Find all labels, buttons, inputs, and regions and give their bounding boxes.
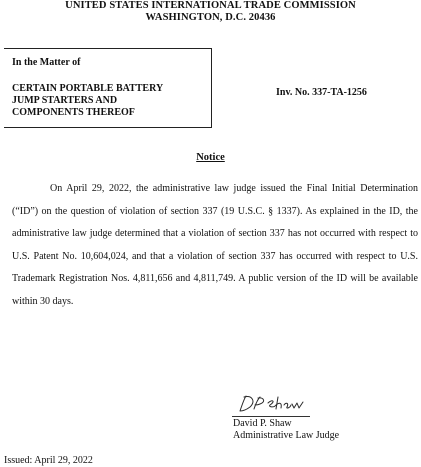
notice-paragraph: On April 29, 2022, the administrative law judge issued the Final Initial Determination (“ID”) on the question of violation of section 337 (19 U.S.C. § 1337). As explained in the ID, the administrative law judge determined that a violation of section 337 has not occurred with respect to U.S. Patent No. 10,604,024, and that a violation of section 337 has occurred with respect to U.S. Trademark Registration Nos. 4,811,656 and 4,811,749. A public version of the ID will be available within 30 days.	[12, 183, 418, 307]
case-title-line: COMPONENTS THEREOF	[12, 107, 135, 118]
signature-line	[232, 416, 310, 417]
agency-location: WASHINGTON, D.C. 20436	[145, 12, 276, 23]
notice-body	[12, 178, 418, 314]
issued-date: Issued: April 29, 2022	[4, 455, 93, 466]
signature-mark	[236, 393, 308, 415]
case-title-line: JUMP STARTERS AND	[12, 95, 118, 106]
signer-title: Administrative Law Judge	[233, 430, 340, 441]
signer-name: David P. Shaw	[233, 418, 292, 429]
case-title	[12, 83, 163, 119]
case-title-line: CERTAIN PORTABLE BATTERY	[12, 83, 164, 94]
agency-name: UNITED STATES INTERNATIONAL TRADE COMMISSION	[65, 0, 356, 11]
investigation-number: Inv. No. 337-TA-1256	[276, 87, 367, 98]
notice-heading: Notice	[196, 152, 225, 163]
matter-label: In the Matter of	[12, 57, 81, 68]
